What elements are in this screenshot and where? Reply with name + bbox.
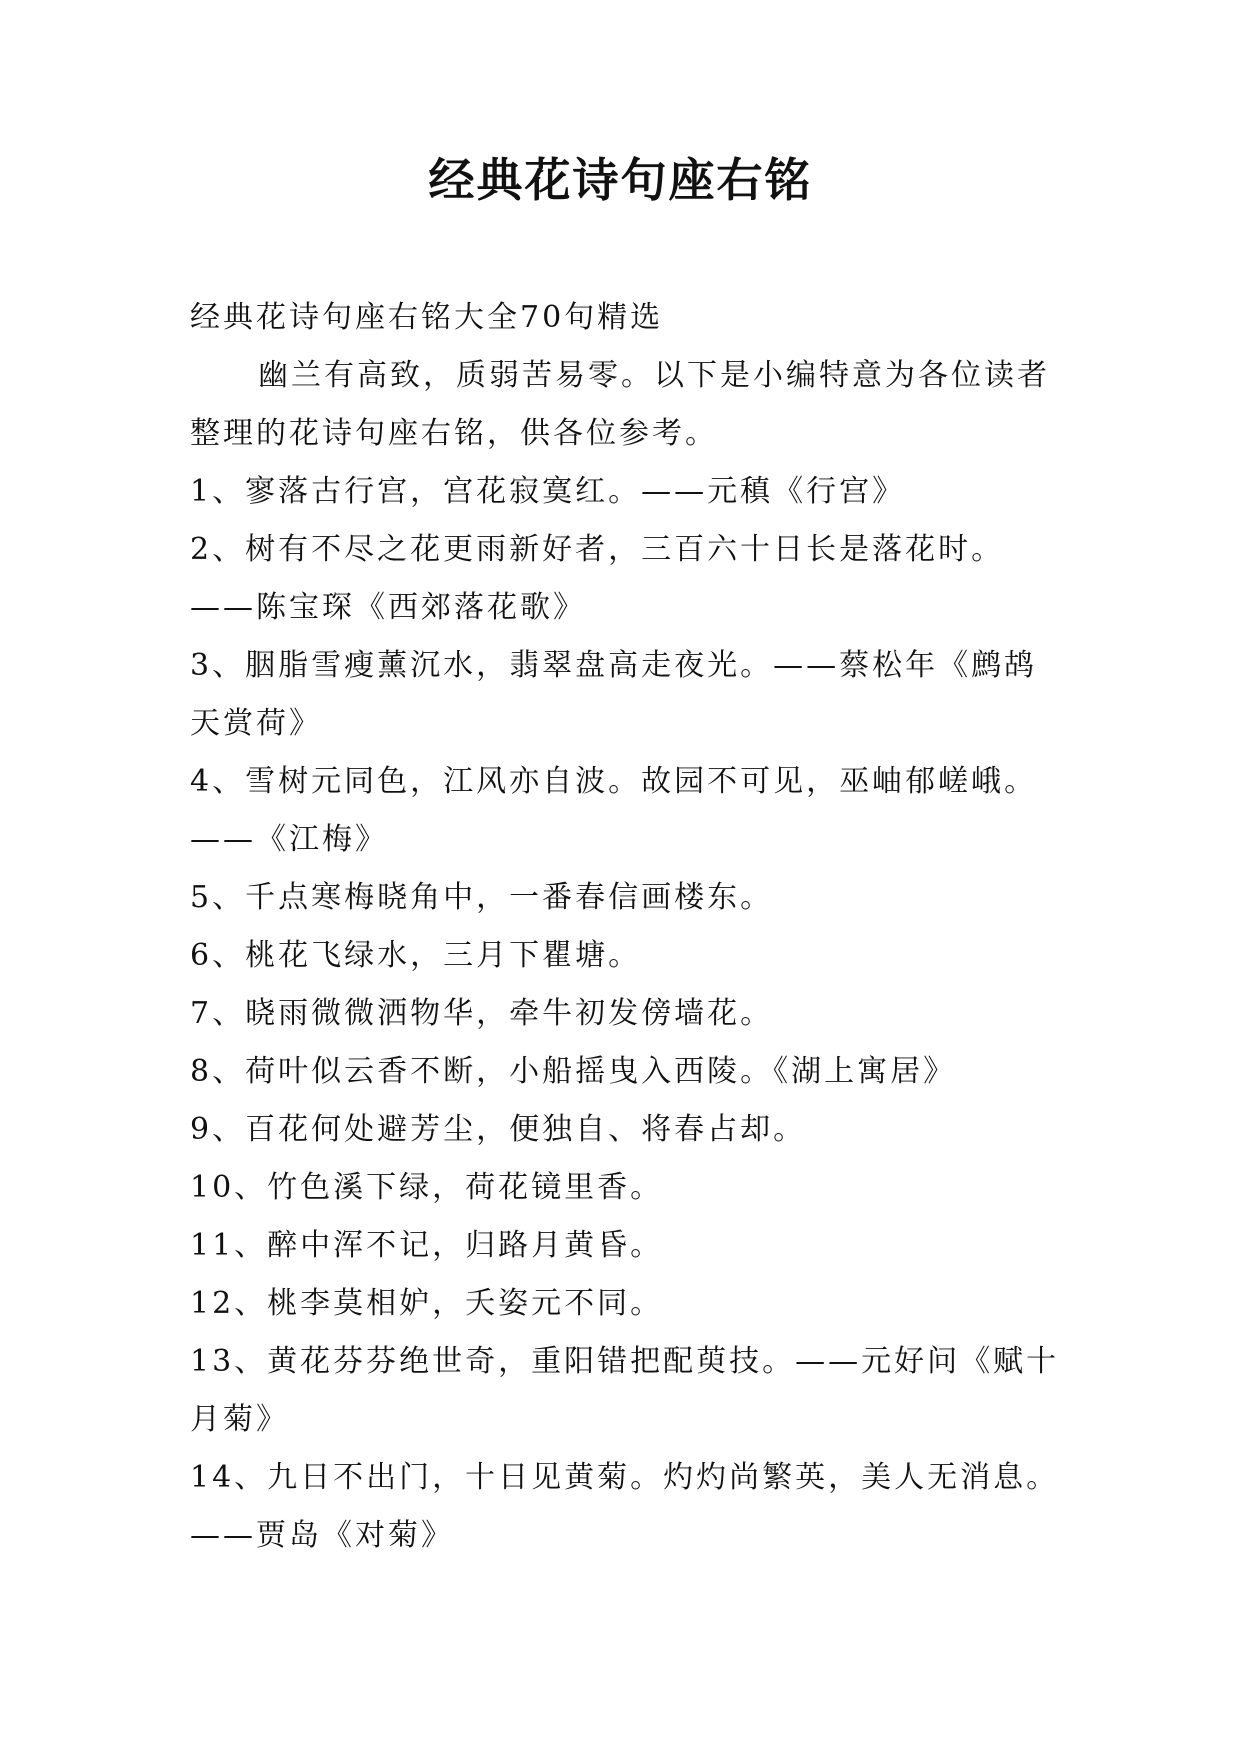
list-item: 8、荷叶似云香不断，小船摇曳入西陵。《湖上寓居》 [190,1054,957,1089]
list-item: 14、九日不出门，十日见黄菊。灼灼尚繁英，美人无消息。——贾岛《对菊》 [190,1460,1060,1553]
document-subtitle: 经典花诗句座右铭大全70句精选 [190,300,664,335]
list-item: 10、竹色溪下绿，荷花镜里香。 [190,1170,664,1205]
list-item: 3、胭脂雪瘦薰沉水，翡翠盘高走夜光。——蔡松年《鹧鸪天赏荷》 [190,648,1038,741]
list-item: 6、桃花飞绿水，三月下瞿塘。 [190,938,642,973]
document-body [190,289,1060,1565]
list-item: 13、黄花芬芬绝世奇，重阳错把配萸技。——元好问《赋十月菊》 [190,1344,1060,1437]
list-item: 5、千点寒梅晓角中，一番春信画楼东。 [190,880,774,915]
list-item: 4、雪树元同色，江风亦自波。故园不可见，巫岫郁嵯峨。——《江梅》 [190,764,1038,857]
list-item: 9、百花何处避芳尘，便独自、将春占却。 [190,1112,807,1147]
list-item: 7、晓雨微微洒物华，牵牛初发傍墙花。 [190,996,774,1031]
list-item: 11、醉中浑不记，归路月黄昏。 [190,1228,664,1263]
intro-paragraph: 幽兰有高致，质弱苦易零。以下是小编特意为各位读者整理的花诗句座右铭，供各位参考。 [190,358,1050,451]
page-title: 经典花诗句座右铭 [428,153,813,207]
list-item: 12、桃李莫相妒，夭姿元不同。 [190,1286,664,1321]
list-item: 2、树有不尽之花更雨新好者，三百六十日长是落花时。——陈宝琛《西郊落花歌》 [190,532,1005,625]
list-item: 1、寥落古行宫，宫花寂寞红。——元稹《行宫》 [190,474,906,509]
